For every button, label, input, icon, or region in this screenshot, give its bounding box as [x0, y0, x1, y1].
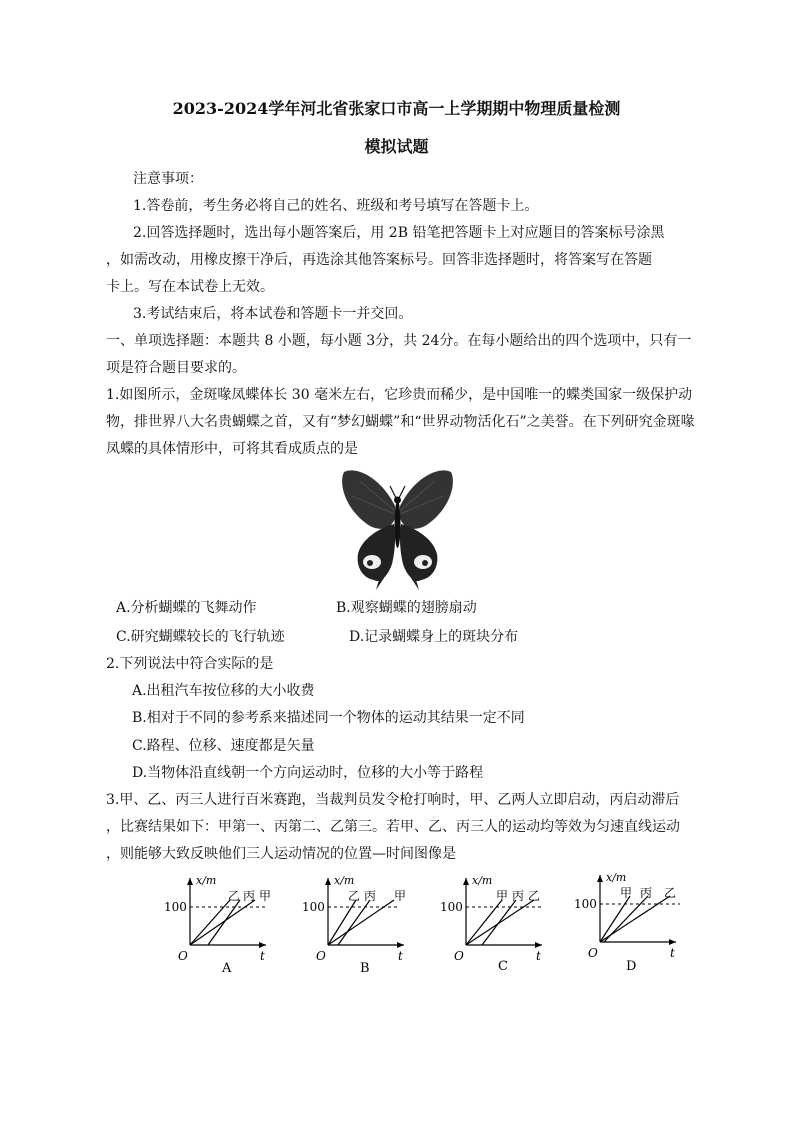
q1-option-c[interactable]: C.研究蝴蝶较长的飞行轨迹: [116, 629, 285, 645]
section-intro-a: 一、单项选择题：本题共 8 小题，每小题 3分，共 24分。在每小题给出的四个选项中，只有一: [106, 333, 692, 349]
graph-c-tick: 100: [440, 900, 463, 914]
q1-option-d[interactable]: D.记录蝴蝶身上的斑块分布: [349, 629, 519, 645]
graph-b-origin: O: [316, 949, 326, 963]
graph-a-origin: O: [178, 949, 188, 963]
graph-b-ylabel: x/m: [334, 874, 355, 887]
graph-a-label-1: 乙: [228, 889, 241, 903]
q1-stem-b: 物，排世界八大名贵蝴蝶之首，又有“梦幻蝴蝶”和“世界动物活化石”之美誉。在下列研究金斑喙: [106, 414, 695, 430]
exam-subtitle: 模拟试题: [364, 137, 429, 156]
graph-d-origin: O: [588, 946, 598, 960]
butterfly-image: [340, 466, 455, 591]
graph-b-label-1: 乙: [348, 889, 361, 903]
graph-b[interactable]: [302, 874, 406, 976]
notice-heading: 注意事项：: [133, 171, 203, 187]
q2-option-d[interactable]: D.当物体沿直线朝一个方向运动时，位移的大小等于路程: [132, 765, 484, 781]
q3-stem-b: ，比赛结果如下：甲第一、丙第二、乙第三。若甲、乙、丙三人的运动均等效为匀速直线运动: [106, 819, 680, 835]
graph-a-label-3: 甲: [259, 889, 272, 903]
q2-option-a[interactable]: A.出租汽车按位移的大小收费: [132, 683, 315, 699]
graph-d-tick: 100: [574, 897, 597, 911]
graph-a-label-2: 丙: [243, 889, 256, 903]
q3-graphs: [160, 870, 680, 980]
graph-d-xlabel: t: [670, 946, 675, 960]
graph-b-label-3: 甲: [394, 889, 407, 903]
q2-option-b[interactable]: B.相对于不同的参考系来描述同一个物体的运动其结果一定不同: [132, 710, 525, 726]
graph-d-label-2: 丙: [640, 886, 653, 900]
graph-c-xlabel: t: [536, 949, 541, 963]
graph-b-label-2: 丙: [364, 889, 377, 903]
graph-c-label-3: 乙: [528, 889, 541, 903]
graph-d-label-3: 乙: [664, 886, 677, 900]
notice-item-2a: 2.回答选择题时，选出每小题答案后，用 2B 铅笔把答题卡上对应题目的答案标号涂黑: [133, 225, 665, 241]
graph-b-letter: B: [360, 961, 370, 976]
graph-c[interactable]: [440, 874, 542, 974]
notice-item-3: 3.考试结束后，将本试卷和答题卡一并交回。: [133, 306, 413, 322]
q1-option-a[interactable]: A.分析蝴蝶的飞舞动作: [116, 600, 257, 616]
q2-option-c[interactable]: C.路程、位移、速度都是矢量: [132, 738, 315, 754]
graph-a[interactable]: [164, 874, 271, 976]
graph-b-xlabel: t: [398, 949, 403, 963]
q1-option-b[interactable]: B.观察蝴蝶的翅膀扇动: [336, 600, 477, 616]
notice-item-2b: ，如需改动，用橡皮擦干净后，再选涂其他答案标号。回答非选择题时，将答案写在答题: [106, 252, 652, 268]
graph-a-xlabel: t: [260, 949, 265, 963]
section-intro-b: 项是符合题目要求的。: [106, 360, 246, 376]
graph-c-letter: C: [498, 959, 508, 974]
exam-title: 2023-2024学年河北省张家口市高一上学期期中物理质量检测: [172, 99, 621, 118]
graph-c-label-1: 甲: [496, 889, 509, 903]
notice-item-1: 1.答卷前，考生务必将自己的姓名、班级和考号填写在答题卡上。: [133, 198, 539, 214]
graph-d[interactable]: [574, 871, 680, 974]
graph-b-tick: 100: [302, 900, 325, 914]
graph-a-letter: A: [222, 961, 232, 976]
graph-a-tick: 100: [164, 900, 187, 914]
q3-stem-c: ，则能够大致反映他们三人运动情况的位置—时间图像是: [106, 846, 456, 862]
q3-stem-a: 3.甲、乙、丙三人进行百米赛跑，当裁判员发令枪打响时，甲、乙两人立即启动，丙启动滞后: [106, 792, 680, 808]
notice-item-2c: 卡上。写在本试卷上无效。: [106, 279, 274, 295]
graph-d-ylabel: x/m: [606, 871, 627, 884]
graph-d-letter: D: [626, 959, 637, 974]
graph-c-label-2: 丙: [512, 889, 525, 903]
graph-d-label-1: 甲: [620, 886, 633, 900]
graph-c-origin: O: [454, 949, 464, 963]
graph-c-ylabel: x/m: [472, 874, 493, 887]
graph-a-ylabel: x/m: [196, 874, 217, 887]
q1-stem-a: 1.如图所示，金斑喙凤蝶体长 30 毫米左右，它珍贵而稀少，是中国唯一的蝶类国家一级保护动: [106, 387, 693, 403]
q1-stem-c: 凤蝶的具体情形中，可将其看成质点的是: [106, 441, 358, 457]
q2-stem: 2.下列说法中符合实际的是: [106, 656, 274, 672]
